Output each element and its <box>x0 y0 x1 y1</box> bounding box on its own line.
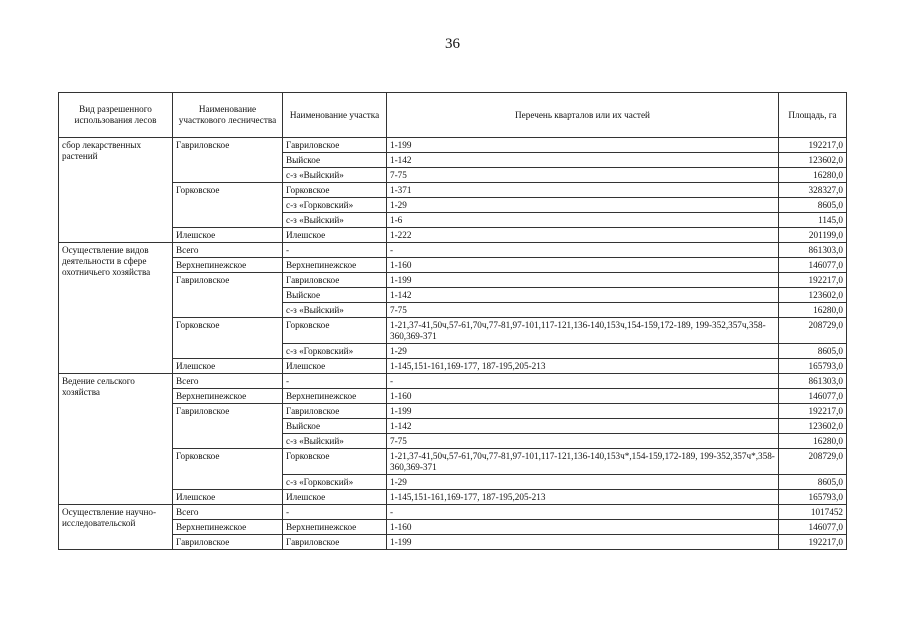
area-cell: 861303,0 <box>779 243 847 258</box>
quarters-cell: 1-29 <box>387 198 779 213</box>
site-cell: Верхнепинежское <box>283 389 387 404</box>
site-cell: Верхнепинежское <box>283 258 387 273</box>
table-row <box>59 490 847 505</box>
header-row <box>59 93 847 138</box>
site-cell: - <box>283 243 387 258</box>
quarters-cell: 7-75 <box>387 168 779 183</box>
forestry-cell: Гавриловское <box>173 273 283 318</box>
table-row <box>59 228 847 243</box>
site-cell: - <box>283 374 387 389</box>
quarters-cell: 1-142 <box>387 288 779 303</box>
quarters-cell: 1-21,37-41,50ч,57-61,70ч,77-81,97-101,117-121,136-140,153ч*,154-159,172-189, 199-352,357ч*,358-360,369-371 <box>387 449 779 475</box>
table-row <box>59 535 847 550</box>
forestry-cell: Илешское <box>173 490 283 505</box>
use-type-cell: Осуществление видов деятельности в сфере охотничьего хозяйства <box>59 243 173 374</box>
quarters-cell: 1-199 <box>387 535 779 550</box>
header-forestry: Наименование участкового лесничества <box>173 93 283 138</box>
table-row <box>59 318 847 344</box>
quarters-cell: 7-75 <box>387 434 779 449</box>
forestry-cell: Илешское <box>173 359 283 374</box>
quarters-cell: 1-29 <box>387 475 779 490</box>
area-cell: 123602,0 <box>779 419 847 434</box>
site-cell: Выйское <box>283 153 387 168</box>
quarters-cell: 1-222 <box>387 228 779 243</box>
forestry-cell: Верхнепинежское <box>173 389 283 404</box>
site-cell: Гавриловское <box>283 404 387 419</box>
forestry-cell: Горковское <box>173 318 283 359</box>
site-cell: Выйское <box>283 288 387 303</box>
site-cell: с-з «Выйский» <box>283 434 387 449</box>
quarters-cell: 1-160 <box>387 520 779 535</box>
table-row <box>59 183 847 198</box>
forestry-cell: Всего <box>173 243 283 258</box>
quarters-cell: 1-29 <box>387 344 779 359</box>
header-site: Наименование участка <box>283 93 387 138</box>
use-type-cell: Ведение сельского хозяйства <box>59 374 173 505</box>
area-cell: 192217,0 <box>779 535 847 550</box>
area-cell: 8605,0 <box>779 198 847 213</box>
quarters-cell: 7-75 <box>387 303 779 318</box>
quarters-cell: - <box>387 505 779 520</box>
quarters-cell: 1-199 <box>387 138 779 153</box>
forestry-cell: Гавриловское <box>173 404 283 449</box>
quarters-cell: 1-145,151-161,169-177, 187-195,205-213 <box>387 490 779 505</box>
site-cell: с-з «Горковский» <box>283 344 387 359</box>
quarters-cell: 1-142 <box>387 419 779 434</box>
table-row <box>59 138 847 153</box>
forestry-cell: Всего <box>173 374 283 389</box>
area-cell: 192217,0 <box>779 404 847 419</box>
site-cell: - <box>283 505 387 520</box>
site-cell: с-з «Выйский» <box>283 168 387 183</box>
header-area: Площадь, га <box>779 93 847 138</box>
table-row <box>59 374 847 389</box>
site-cell: с-з «Выйский» <box>283 213 387 228</box>
forestry-cell: Гавриловское <box>173 138 283 183</box>
area-cell: 192217,0 <box>779 138 847 153</box>
table-row <box>59 505 847 520</box>
table-row <box>59 243 847 258</box>
area-cell: 165793,0 <box>779 490 847 505</box>
site-cell: Гавриловское <box>283 535 387 550</box>
site-cell: Выйское <box>283 419 387 434</box>
site-cell: Гавриловское <box>283 138 387 153</box>
quarters-cell: 1-145,151-161,169-177, 187-195,205-213 <box>387 359 779 374</box>
forestry-cell: Илешское <box>173 228 283 243</box>
table-row <box>59 404 847 419</box>
header-use-type: Вид разрешенного использования лесов <box>59 93 173 138</box>
area-cell: 16280,0 <box>779 168 847 183</box>
quarters-cell: - <box>387 374 779 389</box>
quarters-cell: 1-371 <box>387 183 779 198</box>
quarters-cell: 1-21,37-41,50ч,57-61,70ч,77-81,97-101,117-121,136-140,153ч,154-159,172-189, 199-352,357ч,358-360,369-371 <box>387 318 779 344</box>
area-cell: 16280,0 <box>779 303 847 318</box>
table-row <box>59 449 847 475</box>
site-cell: с-з «Горковский» <box>283 475 387 490</box>
quarters-cell: 1-199 <box>387 273 779 288</box>
quarters-cell: 1-199 <box>387 404 779 419</box>
area-cell: 123602,0 <box>779 288 847 303</box>
table-row <box>59 520 847 535</box>
header-quarters: Перечень кварталов или их частей <box>387 93 779 138</box>
use-type-cell: сбор лекарственных растений <box>59 138 173 243</box>
area-cell: 146077,0 <box>779 389 847 404</box>
area-cell: 208729,0 <box>779 318 847 344</box>
area-cell: 146077,0 <box>779 258 847 273</box>
quarters-cell: 1-142 <box>387 153 779 168</box>
table-row <box>59 359 847 374</box>
site-cell: с-з «Выйский» <box>283 303 387 318</box>
use-type-cell: Осуществление научно-исследовательской <box>59 505 173 550</box>
forestry-cell: Горковское <box>173 183 283 228</box>
site-cell: Илешское <box>283 490 387 505</box>
site-cell: Горковское <box>283 318 387 344</box>
forestry-cell: Верхнепинежское <box>173 520 283 535</box>
area-cell: 123602,0 <box>779 153 847 168</box>
area-cell: 208729,0 <box>779 449 847 475</box>
forestry-cell: Горковское <box>173 449 283 490</box>
table-row <box>59 273 847 288</box>
area-cell: 165793,0 <box>779 359 847 374</box>
site-cell: Верхнепинежское <box>283 520 387 535</box>
site-cell: Горковское <box>283 183 387 198</box>
forestry-cell: Гавриловское <box>173 535 283 550</box>
area-cell: 1145,0 <box>779 213 847 228</box>
area-cell: 146077,0 <box>779 520 847 535</box>
quarters-cell: 1-160 <box>387 258 779 273</box>
area-cell: 1017452 <box>779 505 847 520</box>
quarters-cell: 1-6 <box>387 213 779 228</box>
table-row <box>59 389 847 404</box>
forestry-cell: Верхнепинежское <box>173 258 283 273</box>
quarters-cell: - <box>387 243 779 258</box>
area-cell: 192217,0 <box>779 273 847 288</box>
site-cell: Илешское <box>283 359 387 374</box>
site-cell: Илешское <box>283 228 387 243</box>
quarters-cell: 1-160 <box>387 389 779 404</box>
forestry-cell: Всего <box>173 505 283 520</box>
page-number: 36 <box>445 36 460 52</box>
area-cell: 8605,0 <box>779 344 847 359</box>
area-cell: 328327,0 <box>779 183 847 198</box>
forest-use-table <box>58 92 847 550</box>
site-cell: Горковское <box>283 449 387 475</box>
area-cell: 201199,0 <box>779 228 847 243</box>
site-cell: с-з «Горковский» <box>283 198 387 213</box>
area-cell: 861303,0 <box>779 374 847 389</box>
table-row <box>59 258 847 273</box>
area-cell: 16280,0 <box>779 434 847 449</box>
site-cell: Гавриловское <box>283 273 387 288</box>
area-cell: 8605,0 <box>779 475 847 490</box>
